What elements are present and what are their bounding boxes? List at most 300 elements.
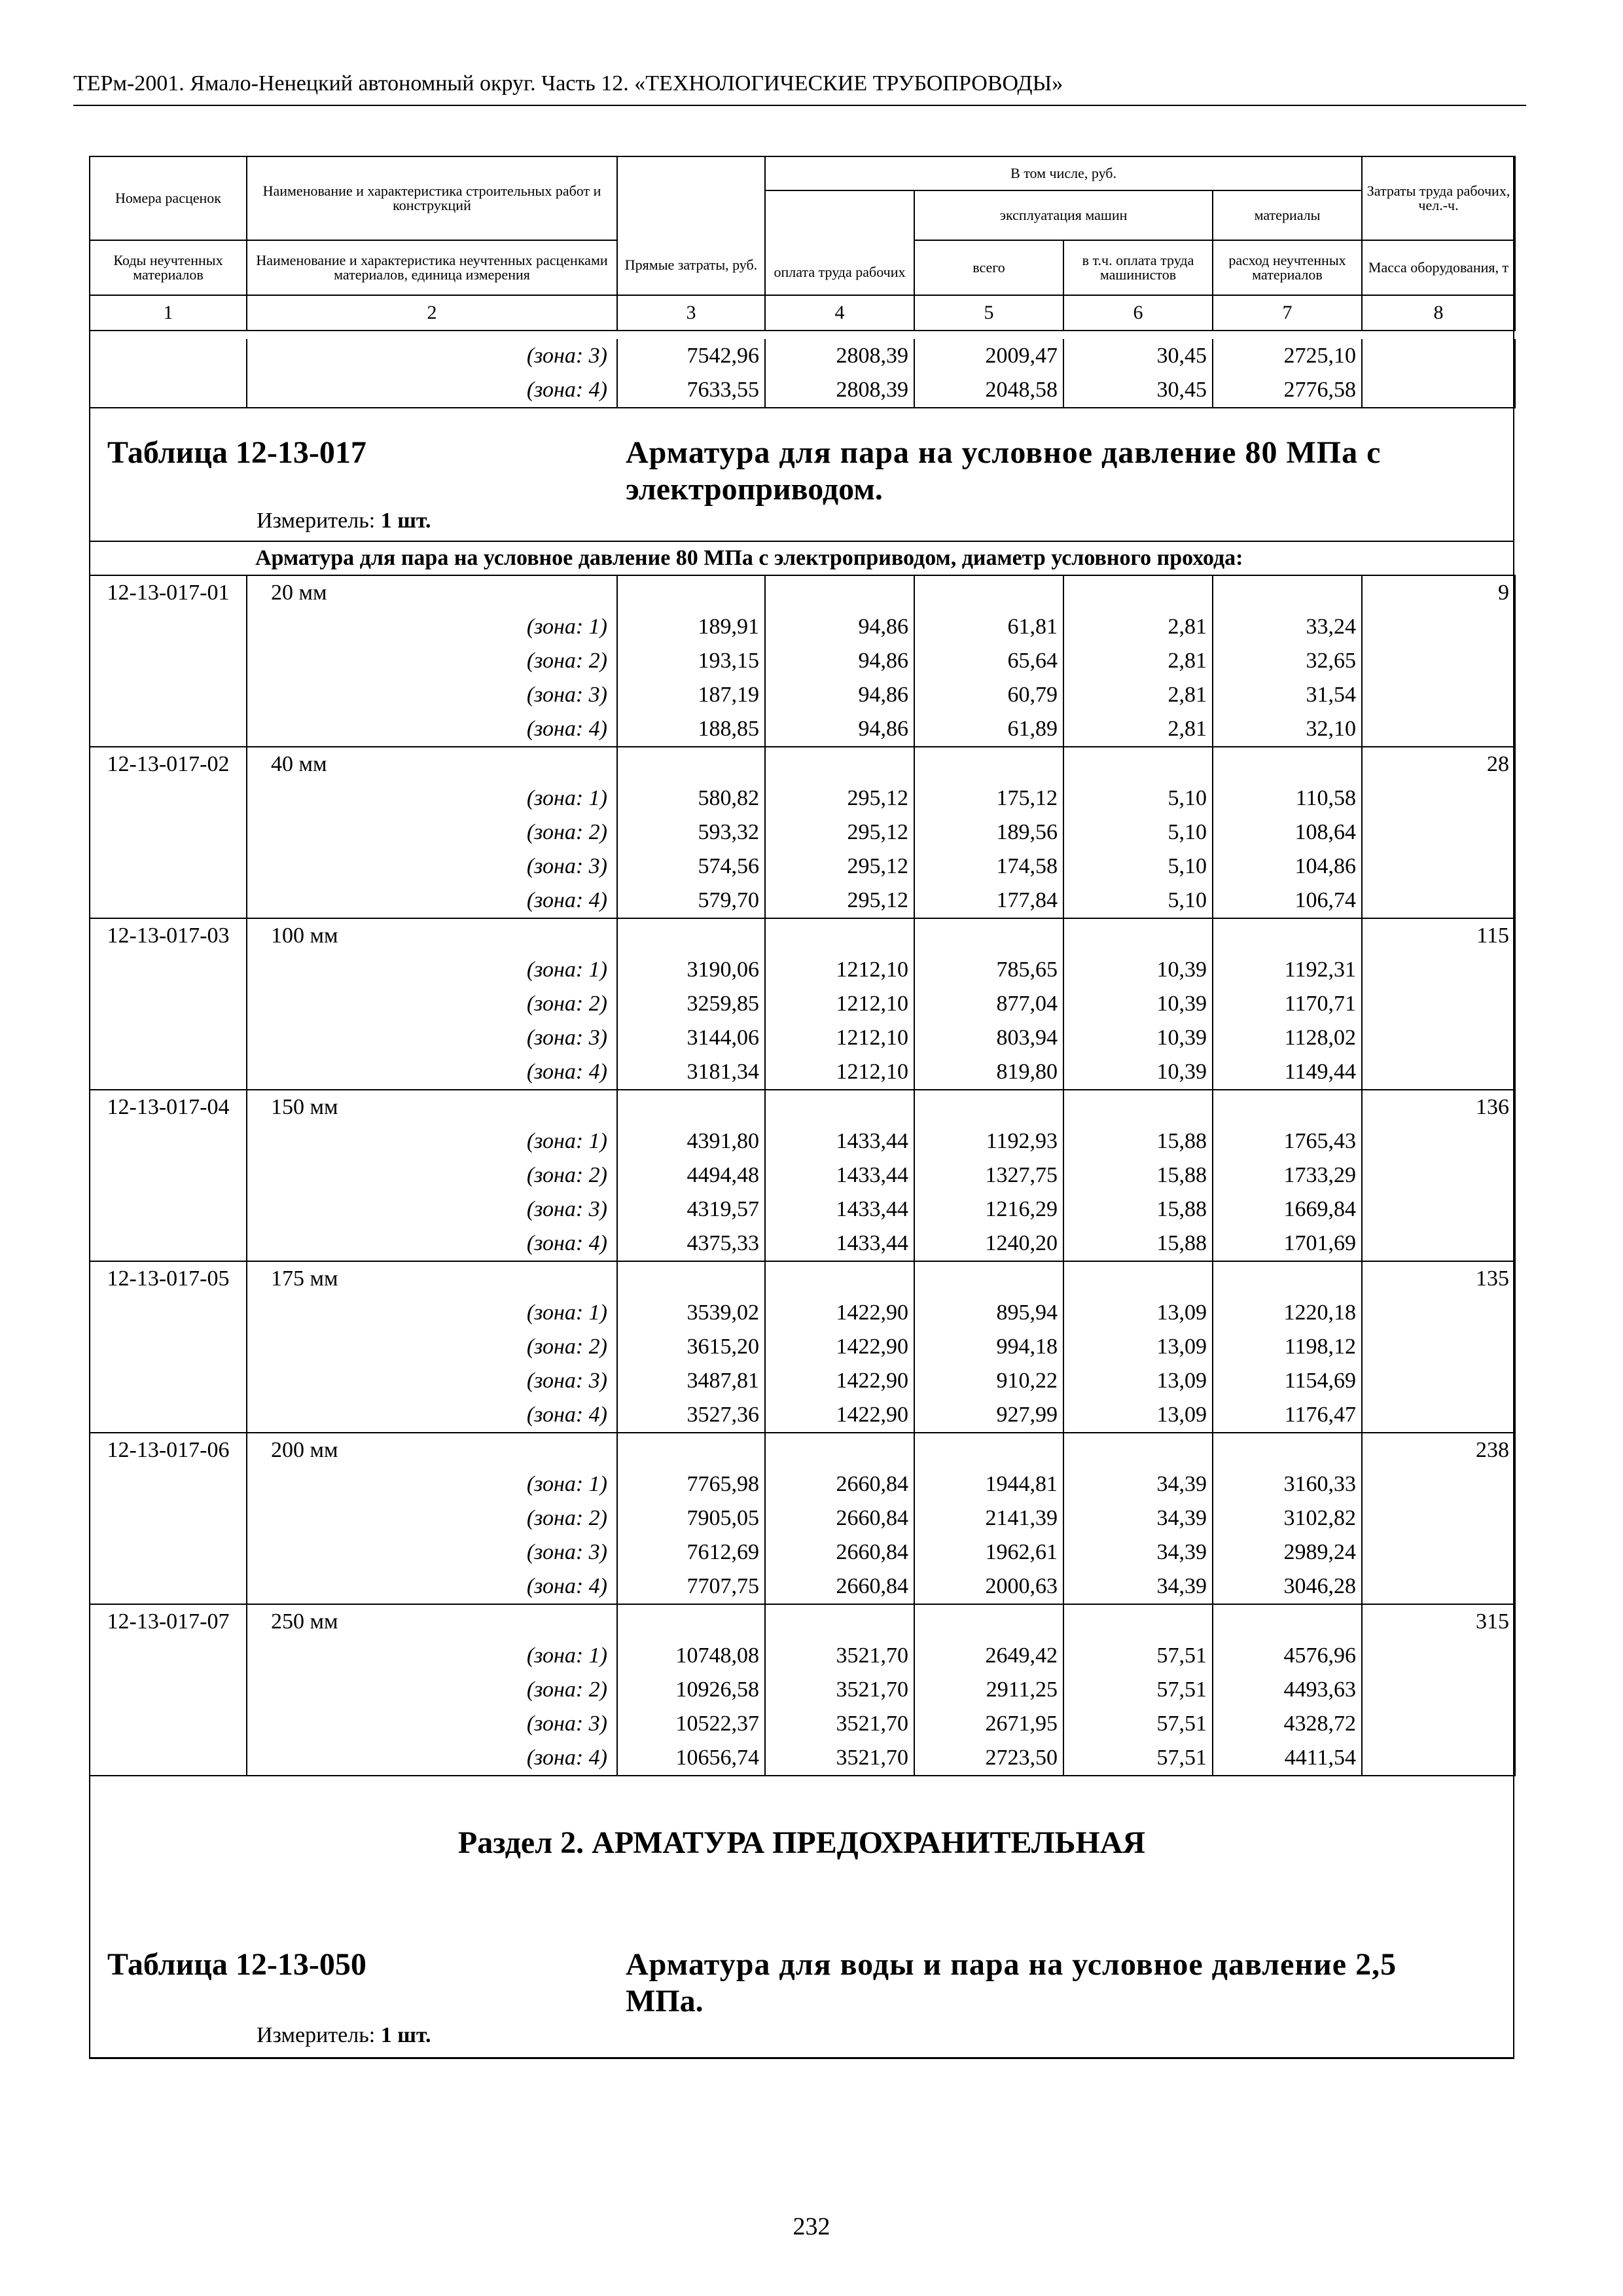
empty-cell (1362, 1021, 1515, 1055)
machinists-pay: 5,10 (1063, 850, 1213, 884)
materials: 2989,24 (1213, 1535, 1362, 1570)
table-row (90, 987, 1515, 1021)
hdr-rates-numbers: Номера расценок (90, 156, 247, 240)
machines-total: 60,79 (914, 678, 1063, 712)
hdr-materials: материалы (1213, 190, 1362, 240)
hdr-machinists-pay: в т.ч. оплата труда машинистов (1063, 240, 1213, 295)
empty-cell (1362, 1741, 1515, 1776)
direct-costs: 574,56 (617, 850, 765, 884)
machines-total: 1240,20 (914, 1227, 1063, 1261)
zone-label: (зона: 4) (247, 1570, 617, 1604)
machines-total: 2141,39 (914, 1501, 1063, 1535)
empty-cell (1362, 987, 1515, 1021)
empty-cell (1362, 1535, 1515, 1570)
machines-total: 2671,95 (914, 1707, 1063, 1741)
materials: 31,54 (1213, 678, 1362, 712)
empty-cell (1362, 953, 1515, 987)
machinists-pay: 2,81 (1063, 678, 1213, 712)
labor-hours: 9 (1362, 575, 1515, 610)
empty-cell (90, 1535, 247, 1570)
materials: 1733,29 (1213, 1158, 1362, 1193)
table-row (90, 1021, 1515, 1055)
zone-label: (зона: 4) (247, 373, 617, 408)
materials: 1192,31 (1213, 953, 1362, 987)
zone-label: (зона: 1) (247, 1639, 617, 1673)
empty-cell (1362, 678, 1515, 712)
table-row (90, 1193, 1515, 1227)
empty-cell (90, 1364, 247, 1398)
zone-label: (зона: 4) (247, 1741, 617, 1776)
zone-label: (зона: 4) (247, 884, 617, 918)
materials: 1765,43 (1213, 1124, 1362, 1158)
direct-costs: 7905,05 (617, 1501, 765, 1535)
table-050-title-line2: МПа. (626, 1984, 704, 2018)
machinists-pay: 13,09 (1063, 1330, 1213, 1364)
empty-cell (1362, 1124, 1515, 1158)
zone-label: (зона: 4) (247, 1227, 617, 1261)
labor-pay: 1433,44 (765, 1124, 914, 1158)
direct-costs: 3487,81 (617, 1364, 765, 1398)
direct-costs: 7633,55 (617, 373, 765, 408)
rate-code: 12-13-017-01 (90, 575, 247, 610)
empty-cell (1362, 1398, 1515, 1433)
empty-cell (1063, 1433, 1213, 1467)
direct-costs: 3190,06 (617, 953, 765, 987)
empty-cell (90, 1741, 247, 1776)
table-row (90, 1330, 1515, 1364)
materials: 3046,28 (1213, 1570, 1362, 1604)
machinists-pay: 13,09 (1063, 1296, 1213, 1330)
table-row (90, 1570, 1515, 1604)
empty-cell (90, 850, 247, 884)
machinists-pay: 13,09 (1063, 1364, 1213, 1398)
nominal-size: 40 мм (247, 747, 617, 781)
machinists-pay: 57,51 (1063, 1673, 1213, 1707)
column-header-grid (89, 156, 1516, 331)
machines-total: 2723,50 (914, 1741, 1063, 1776)
nominal-size: 175 мм (247, 1261, 617, 1296)
labor-pay: 2660,84 (765, 1467, 914, 1501)
direct-costs: 10656,74 (617, 1741, 765, 1776)
zone-label: (зона: 1) (247, 1467, 617, 1501)
materials: 1176,47 (1213, 1398, 1362, 1433)
empty-cell (1362, 816, 1515, 850)
zone-label: (зона: 1) (247, 781, 617, 816)
table-row (90, 712, 1515, 747)
machines-total: 61,81 (914, 610, 1063, 644)
labor-pay: 1422,90 (765, 1296, 914, 1330)
machines-total: 2911,25 (914, 1673, 1063, 1707)
table-050-title-line1: Арматура для воды и пара на условное давление 2,5 (626, 1947, 1397, 1982)
machinists-pay: 5,10 (1063, 781, 1213, 816)
empty-cell (1362, 1467, 1515, 1501)
machines-total: 61,89 (914, 712, 1063, 747)
measure-label: Измеритель: (257, 509, 376, 533)
machinists-pay: 15,88 (1063, 1227, 1213, 1261)
direct-costs: 187,19 (617, 678, 765, 712)
machinists-pay: 34,39 (1063, 1570, 1213, 1604)
labor-pay: 1433,44 (765, 1193, 914, 1227)
direct-costs: 579,70 (617, 884, 765, 918)
table-row (90, 1673, 1515, 1707)
empty-cell (90, 1296, 247, 1330)
empty-cell (90, 816, 247, 850)
empty-cell (1213, 1604, 1362, 1639)
table-row (90, 339, 1515, 373)
machinists-pay: 10,39 (1063, 1055, 1213, 1090)
rate-code: 12-13-017-05 (90, 1261, 247, 1296)
zone-label: (зона: 3) (247, 339, 617, 373)
empty-cell (1362, 610, 1515, 644)
empty-cell (914, 747, 1063, 781)
labor-pay: 2808,39 (765, 339, 914, 373)
machines-total: 910,22 (914, 1364, 1063, 1398)
machinists-pay: 2,81 (1063, 610, 1213, 644)
header-rule (73, 105, 1526, 106)
labor-pay: 3521,70 (765, 1707, 914, 1741)
empty-cell (1063, 1090, 1213, 1124)
empty-cell (90, 953, 247, 987)
machines-total: 177,84 (914, 884, 1063, 918)
materials: 32,65 (1213, 644, 1362, 678)
empty-cell (1213, 1261, 1362, 1296)
col-number: 7 (1213, 295, 1362, 331)
materials: 1220,18 (1213, 1296, 1362, 1330)
machines-total: 189,56 (914, 816, 1063, 850)
zone-label: (зона: 4) (247, 1398, 617, 1433)
empty-cell (90, 1673, 247, 1707)
nominal-size: 20 мм (247, 575, 617, 610)
direct-costs: 10522,37 (617, 1707, 765, 1741)
machines-total: 2009,47 (914, 339, 1063, 373)
direct-costs: 3259,85 (617, 987, 765, 1021)
hdr-labor-pay: оплата труда рабочих (765, 190, 914, 295)
table-row (90, 781, 1515, 816)
empty-cell (914, 918, 1063, 953)
empty-cell (1213, 1433, 1362, 1467)
labor-pay: 94,86 (765, 610, 914, 644)
empty-cell (617, 1261, 765, 1296)
nominal-size: 150 мм (247, 1090, 617, 1124)
col-number: 4 (765, 295, 914, 331)
empty-cell (914, 1090, 1063, 1124)
direct-costs: 7765,98 (617, 1467, 765, 1501)
empty-cell (1362, 1158, 1515, 1193)
empty-cell (765, 1090, 914, 1124)
empty-cell (1362, 781, 1515, 816)
machinists-pay: 15,88 (1063, 1124, 1213, 1158)
direct-costs: 4391,80 (617, 1124, 765, 1158)
zone-label: (зона: 2) (247, 1330, 617, 1364)
zone-label: (зона: 3) (247, 1707, 617, 1741)
machines-total: 2649,42 (914, 1639, 1063, 1673)
rate-code: 12-13-017-04 (90, 1090, 247, 1124)
table-row (90, 644, 1515, 678)
table-row (90, 575, 1515, 610)
table-row (90, 1501, 1515, 1535)
hdr-unaccounted-materials: расход неучтенных материалов (1213, 240, 1362, 295)
zone-label: (зона: 2) (247, 1501, 617, 1535)
nominal-size: 200 мм (247, 1433, 617, 1467)
empty-cell (1362, 1364, 1515, 1398)
empty-cell (1213, 575, 1362, 610)
empty-cell (1213, 747, 1362, 781)
direct-costs: 4319,57 (617, 1193, 765, 1227)
machinists-pay: 10,39 (1063, 953, 1213, 987)
table-017-measure (257, 508, 431, 534)
carryover-table (89, 339, 1516, 408)
table-row (90, 1364, 1515, 1398)
empty-cell (90, 1193, 247, 1227)
machinists-pay: 15,88 (1063, 1193, 1213, 1227)
table-017-title-line2: электроприводом. (626, 472, 883, 507)
table-row (90, 1467, 1515, 1501)
table-017-label: Таблица 12-13-017 (107, 435, 366, 470)
col-number: 6 (1063, 295, 1213, 331)
table-017-caption-row (89, 541, 1514, 575)
machinists-pay: 34,39 (1063, 1535, 1213, 1570)
empty-cell (617, 1090, 765, 1124)
materials: 104,86 (1213, 850, 1362, 884)
hdr-labor-costs: Затраты труда рабочих, чел.-ч. (1362, 156, 1515, 240)
empty-cell (765, 1433, 914, 1467)
empty-cell (1362, 644, 1515, 678)
table-row (90, 678, 1515, 712)
labor-pay: 295,12 (765, 884, 914, 918)
table-row (90, 850, 1515, 884)
empty-cell (1362, 339, 1515, 373)
empty-cell (90, 678, 247, 712)
empty-cell (914, 1433, 1063, 1467)
labor-pay: 3521,70 (765, 1673, 914, 1707)
machinists-pay: 13,09 (1063, 1398, 1213, 1433)
machinists-pay: 57,51 (1063, 1707, 1213, 1741)
materials: 3160,33 (1213, 1467, 1362, 1501)
table-row (90, 1741, 1515, 1776)
labor-pay: 1212,10 (765, 1021, 914, 1055)
empty-cell (1362, 1055, 1515, 1090)
direct-costs: 4494,48 (617, 1158, 765, 1193)
machines-total: 174,58 (914, 850, 1063, 884)
direct-costs: 593,32 (617, 816, 765, 850)
labor-pay: 94,86 (765, 678, 914, 712)
page-number: 232 (793, 2213, 830, 2240)
machines-total: 927,99 (914, 1398, 1063, 1433)
labor-hours: 28 (1362, 747, 1515, 781)
zone-label: (зона: 1) (247, 1296, 617, 1330)
labor-hours: 315 (1362, 1604, 1515, 1639)
table-050-measure (257, 2022, 431, 2049)
labor-pay: 295,12 (765, 850, 914, 884)
empty-cell (617, 575, 765, 610)
zone-label: (зона: 3) (247, 678, 617, 712)
labor-hours: 136 (1362, 1090, 1515, 1124)
direct-costs: 3181,34 (617, 1055, 765, 1090)
zone-label: (зона: 1) (247, 1124, 617, 1158)
table-row (90, 1433, 1515, 1467)
direct-costs: 3527,36 (617, 1398, 765, 1433)
materials: 1669,84 (1213, 1193, 1362, 1227)
rate-code: 12-13-017-03 (90, 918, 247, 953)
direct-costs: 189,91 (617, 610, 765, 644)
empty-cell (90, 987, 247, 1021)
empty-cell (90, 1501, 247, 1535)
machinists-pay: 30,45 (1063, 339, 1213, 373)
empty-cell (914, 1604, 1063, 1639)
direct-costs: 193,15 (617, 644, 765, 678)
zone-label: (зона: 2) (247, 1158, 617, 1193)
labor-pay: 1422,90 (765, 1364, 914, 1398)
materials: 1149,44 (1213, 1055, 1362, 1090)
materials: 2725,10 (1213, 339, 1362, 373)
empty-cell (90, 1639, 247, 1673)
zone-label: (зона: 2) (247, 987, 617, 1021)
empty-cell (1362, 712, 1515, 747)
zone-label: (зона: 3) (247, 1021, 617, 1055)
running-header: ТЕРм-2001. Ямало-Ненецкий автономный округ. Часть 12. «ТЕХНОЛОГИЧЕСКИЕ ТРУБОПРОВОДЫ» (73, 71, 1063, 96)
materials: 1701,69 (1213, 1227, 1362, 1261)
zone-label: (зона: 1) (247, 610, 617, 644)
hdr-unaccounted-codes: Коды неучтенных материалов (90, 240, 247, 295)
labor-pay: 2660,84 (765, 1535, 914, 1570)
empty-cell (1362, 1501, 1515, 1535)
hdr-including: В том числе, руб. (765, 156, 1362, 190)
col-number: 5 (914, 295, 1063, 331)
hdr-unaccounted-names: Наименование и характеристика неучтенных расценками материалов, единица измерения (247, 240, 617, 295)
zone-label: (зона: 3) (247, 1535, 617, 1570)
materials: 110,58 (1213, 781, 1362, 816)
machines-total: 877,04 (914, 987, 1063, 1021)
machinists-pay: 10,39 (1063, 987, 1213, 1021)
materials: 106,74 (1213, 884, 1362, 918)
direct-costs: 3615,20 (617, 1330, 765, 1364)
table-row (90, 816, 1515, 850)
machines-total: 1327,75 (914, 1158, 1063, 1193)
zone-label: (зона: 3) (247, 1193, 617, 1227)
materials: 1128,02 (1213, 1021, 1362, 1055)
labor-pay: 2808,39 (765, 373, 914, 408)
materials: 108,64 (1213, 816, 1362, 850)
empty-cell (914, 1261, 1063, 1296)
empty-cell (90, 781, 247, 816)
materials: 4576,96 (1213, 1639, 1362, 1673)
empty-cell (90, 1570, 247, 1604)
labor-pay: 1433,44 (765, 1227, 914, 1261)
table-row (90, 1398, 1515, 1433)
col-number: 1 (90, 295, 247, 331)
empty-cell (1362, 1570, 1515, 1604)
empty-cell (1362, 1639, 1515, 1673)
empty-cell (1362, 1296, 1515, 1330)
empty-cell (765, 918, 914, 953)
empty-cell (90, 712, 247, 747)
empty-cell (1063, 1604, 1213, 1639)
empty-cell (1362, 1330, 1515, 1364)
machines-total: 1962,61 (914, 1535, 1063, 1570)
table-row (90, 373, 1515, 408)
empty-cell (90, 1055, 247, 1090)
table-row (90, 1639, 1515, 1673)
empty-cell (90, 610, 247, 644)
empty-cell (1362, 373, 1515, 408)
machinists-pay: 5,10 (1063, 816, 1213, 850)
table-row (90, 1227, 1515, 1261)
empty-cell (90, 1158, 247, 1193)
labor-pay: 295,12 (765, 816, 914, 850)
empty-cell (1063, 918, 1213, 953)
table-row (90, 918, 1515, 953)
table-row (90, 953, 1515, 987)
empty-cell (1362, 1193, 1515, 1227)
direct-costs: 10748,08 (617, 1639, 765, 1673)
nominal-size: 100 мм (247, 918, 617, 953)
empty-cell (1213, 918, 1362, 953)
table-row (90, 1535, 1515, 1570)
labor-pay: 295,12 (765, 781, 914, 816)
zone-label: (зона: 3) (247, 1364, 617, 1398)
empty-cell (1063, 747, 1213, 781)
materials: 2776,58 (1213, 373, 1362, 408)
machinists-pay: 2,81 (1063, 712, 1213, 747)
materials: 4328,72 (1213, 1707, 1362, 1741)
machinists-pay: 34,39 (1063, 1501, 1213, 1535)
direct-costs: 3144,06 (617, 1021, 765, 1055)
zone-label: (зона: 4) (247, 712, 617, 747)
empty-cell (1213, 1090, 1362, 1124)
hdr-machines-total: всего (914, 240, 1063, 295)
machines-total: 1944,81 (914, 1467, 1063, 1501)
empty-cell (1362, 1707, 1515, 1741)
zone-label: (зона: 2) (247, 644, 617, 678)
empty-cell (90, 1124, 247, 1158)
empty-cell (1362, 850, 1515, 884)
hdr-equipment-mass: Масса оборудования, т (1362, 240, 1515, 295)
empty-cell (914, 575, 1063, 610)
direct-costs: 580,82 (617, 781, 765, 816)
empty-cell (765, 747, 914, 781)
labor-pay: 1212,10 (765, 987, 914, 1021)
machines-total: 895,94 (914, 1296, 1063, 1330)
table-row (90, 1124, 1515, 1158)
labor-hours: 115 (1362, 918, 1515, 953)
table-row (90, 884, 1515, 918)
empty-cell (765, 1261, 914, 1296)
machinists-pay: 30,45 (1063, 373, 1213, 408)
empty-cell (90, 1707, 247, 1741)
materials: 1170,71 (1213, 987, 1362, 1021)
direct-costs: 7707,75 (617, 1570, 765, 1604)
zone-label: (зона: 3) (247, 850, 617, 884)
materials: 4411,54 (1213, 1741, 1362, 1776)
empty-cell (1362, 1227, 1515, 1261)
machines-total: 994,18 (914, 1330, 1063, 1364)
direct-costs: 4375,33 (617, 1227, 765, 1261)
hdr-direct-costs: Прямые затраты, руб. (617, 156, 765, 295)
empty-cell (765, 575, 914, 610)
labor-pay: 3521,70 (765, 1639, 914, 1673)
labor-pay: 2660,84 (765, 1501, 914, 1535)
direct-costs: 3539,02 (617, 1296, 765, 1330)
labor-pay: 1212,10 (765, 1055, 914, 1090)
empty-cell (90, 644, 247, 678)
empty-cell (1063, 575, 1213, 610)
table-row (90, 747, 1515, 781)
empty-cell (90, 339, 247, 373)
table-row (90, 1604, 1515, 1639)
labor-pay: 3521,70 (765, 1741, 914, 1776)
empty-cell (765, 1604, 914, 1639)
direct-costs: 188,85 (617, 712, 765, 747)
